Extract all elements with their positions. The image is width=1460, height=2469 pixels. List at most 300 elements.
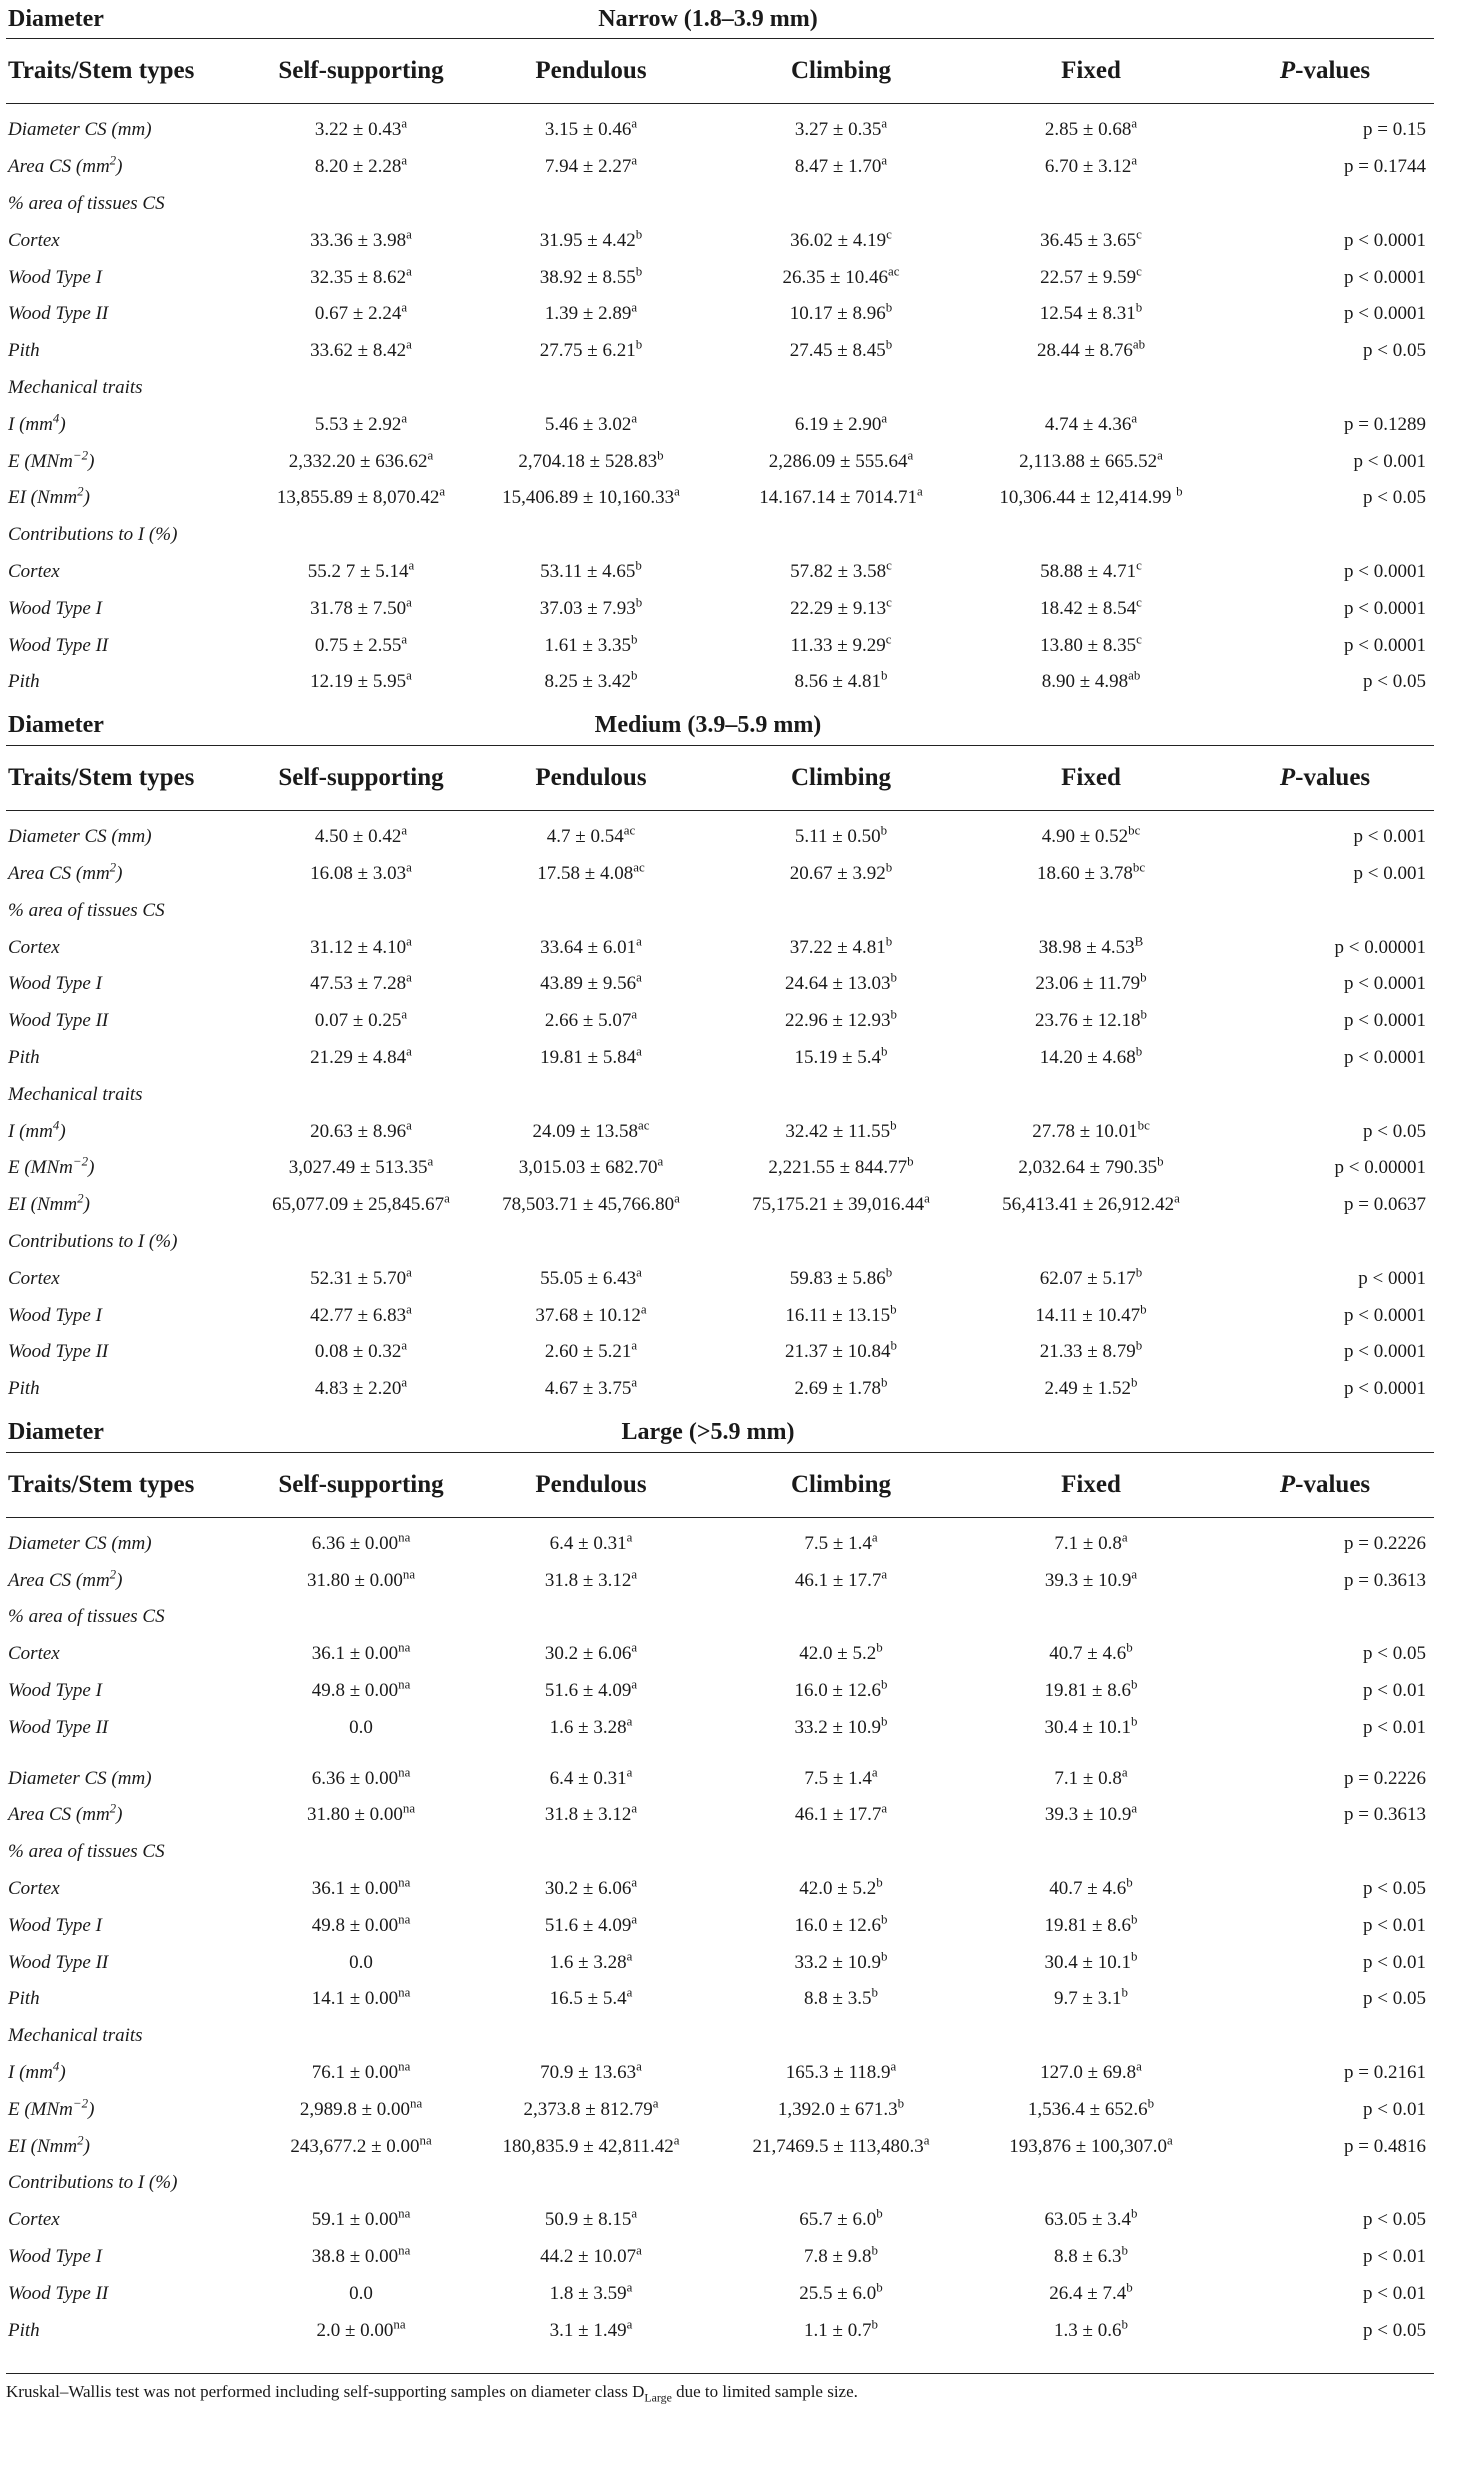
climbing-value [716,557,966,583]
mean-sd: 6.4 ± 0.31 [549,1532,627,1554]
mean-sd: 25.5 ± 6.0 [799,2282,877,2304]
significance-letter: a [631,152,638,168]
mean-sd: 44.2 ± 10.07 [540,2246,637,2268]
trait-label-text: E (MNm [8,2098,73,2120]
trait-label-text: Wood Type II [8,303,109,325]
pendulous-value [466,1985,716,2010]
mean-sd: 62.07 ± 5.17 [1039,1267,1136,1289]
trait-label-text: Wood Type I [8,2246,102,2268]
mean-sd: 10.17 ± 8.96 [789,303,886,325]
mean-sd: 21,7469.5 ± 113,480.3 [752,2135,924,2157]
significance-letter: B [1134,933,1144,949]
trait-label [6,671,256,693]
self-supporting-value [256,2316,466,2342]
significance-letter: ab [1128,668,1141,684]
table-row [6,1760,1434,1797]
significance-letter: a [626,2279,633,2295]
fixed-value [966,1153,1216,1179]
significance-letter: ac [887,263,900,279]
trait-label-superscript: −2 [72,1153,89,1169]
trait-label [6,937,256,959]
mean-sd: 16.0 ± 12.6 [794,1914,881,1936]
pendulous-value [466,263,716,289]
trait-label-text: Pith [8,2319,40,2341]
mean-sd: 43.89 ± 9.56 [540,973,637,995]
significance-letter: a [401,1337,408,1353]
trait-label [6,2283,256,2305]
climbing-value [716,410,966,436]
significance-letter: b [880,822,888,838]
significance-letter: a [674,484,680,500]
mean-sd: 42.77 ± 6.83 [310,1304,407,1326]
pendulous-value [466,2132,716,2158]
significance-letter: b [876,2279,883,2295]
self-supporting-value [256,1874,466,1900]
significance-letter: b [1140,1006,1147,1022]
climbing-value [716,2132,966,2158]
mean-sd: 51.6 ± 4.09 [544,1680,632,1702]
p-value: p < 0.0001 [1344,634,1426,656]
mean-sd: 5.11 ± 0.50 [794,826,881,848]
mean-sd: 19.81 ± 8.6 [1044,1680,1131,1702]
p-value: p = 0.2226 [1344,1767,1426,1789]
significance-letter: a [636,1043,642,1059]
trait-label-text: E (MNm [8,450,73,472]
pendulous-value [466,668,716,693]
significance-letter: a [890,2058,897,2074]
fixed-value [966,116,1216,141]
significance-letter: a [401,300,408,316]
p-value: p = 0.1289 [1344,413,1426,435]
mean-sd: 22.29 ± 9.13 [790,597,887,619]
trait-label-superscript: 2 [77,1190,84,1206]
diameter-class-heading [6,1414,1434,1452]
diameter-class-label: Narrow (1.8–3.9 mm) [598,5,818,32]
mean-sd: 30.4 ± 10.1 [1044,1716,1131,1738]
spacer [6,1518,1434,1526]
pendulous-value [466,2316,716,2342]
mean-sd: 6.19 ± 2.90 [794,413,882,435]
table-row [6,2055,1434,2092]
subheading-row [6,1224,1434,1261]
significance-letter: a [1121,1764,1128,1780]
mean-sd: 0.0 [349,1716,373,1738]
trait-label [6,152,256,178]
mean-sd: 8.47 ± 1.70 [794,156,882,178]
header-p-rest: -values [1295,1470,1371,1498]
fixed-value [966,2205,1216,2231]
significance-letter: b [890,1006,897,1022]
trait-label-tail: ) [83,2135,90,2157]
self-supporting-value [256,1529,466,1555]
p-value: p < 0.0001 [1344,229,1426,251]
significance-letter: c [885,631,892,647]
mean-sd: 51.6 ± 4.09 [544,1914,632,1936]
table-footnote [6,2373,1434,2405]
self-supporting-value [256,2205,466,2231]
mean-sd: 33.64 ± 6.01 [540,936,637,958]
header-traits: Traits/Stem types [8,1470,195,1498]
significance-letter: a [881,152,888,168]
fixed-value [966,557,1216,583]
significance-letter: b [1121,2316,1128,2332]
mean-sd: 2.66 ± 5.07 [544,1010,632,1032]
p-value: p < 0001 [1358,1267,1426,1289]
climbing-value [716,1301,966,1327]
significance-letter: a [427,447,434,463]
table-row [6,1871,1434,1908]
significance-letter: b [1121,2242,1128,2258]
self-supporting-value [256,336,466,362]
mean-sd: 30.4 ± 10.1 [1044,1951,1131,1973]
table-row [6,2239,1434,2276]
significance-letter: b [1126,1874,1133,1890]
trait-label-text: Mechanical traits [8,1083,143,1105]
trait-label-superscript: 2 [109,1801,117,1817]
significance-letter: na [398,1676,411,1692]
climbing-value [716,822,966,848]
mean-sd: 20.63 ± 8.96 [310,1120,407,1142]
subheading-row [6,1076,1434,1113]
pendulous-value [466,1043,716,1069]
significance-letter: a [871,1764,878,1780]
header-p-rest: -values [1295,763,1371,791]
trait-label [6,2058,256,2084]
trait-label-text: Cortex [8,560,60,582]
p-value: p < 0.0001 [1344,1046,1426,1068]
pendulous-value [466,1374,716,1400]
header-pendulous: Pendulous [535,763,647,791]
pendulous-value [466,336,716,362]
trait-label [6,1378,256,1400]
trait-label [6,524,256,546]
mean-sd: 8.90 ± 4.98 [1041,671,1129,693]
significance-letter: b [885,300,893,316]
p-value: p < 0.05 [1363,340,1426,362]
mean-sd: 4.90 ± 0.52 [1041,826,1129,848]
p-value: p < 0.0001 [1344,973,1426,995]
trait-label-text: Contributions to I (%) [8,524,178,546]
significance-letter: na [402,1801,416,1817]
trait-label-text: Wood Type I [8,1914,102,1936]
mean-sd: 1.8 ± 3.59 [549,2282,627,2304]
trait-label-tail: ) [116,156,123,178]
pendulous-value [466,631,716,657]
mean-sd: 36.45 ± 3.65 [1040,229,1137,251]
pendulous-value [466,2279,716,2305]
self-supporting-value [256,1717,466,1739]
significance-letter: a [401,822,408,838]
subheading-row [6,2018,1434,2055]
climbing-value [716,116,966,141]
mean-sd: 4.83 ± 2.20 [314,1378,402,1400]
climbing-value [716,1566,966,1592]
significance-letter: a [444,1190,450,1206]
mean-sd: 1.39 ± 2.89 [544,303,632,325]
mean-sd: 14.20 ± 4.68 [1039,1046,1136,1068]
significance-letter: a [636,2242,642,2258]
trait-label-text: Diameter CS (mm) [8,1532,152,1554]
trait-label-text: EI (Nmm [8,487,78,509]
trait-label [6,2095,256,2121]
self-supporting-value [256,1006,466,1032]
significance-letter: a [626,1985,633,2001]
mean-sd: 16.0 ± 12.6 [794,1680,881,1702]
fixed-value [966,859,1216,885]
significance-letter: a [1131,410,1138,426]
climbing-value [716,484,966,509]
trait-label-text: I (mm [8,2062,53,2084]
mean-sd: 31.80 ± 0.00 [306,1569,403,1591]
significance-letter: b [890,1337,897,1353]
subheading-row [6,2165,1434,2202]
significance-letter: ac [633,859,645,875]
mean-sd: 33.62 ± 8.42 [310,340,407,362]
significance-letter: ab [1132,336,1146,352]
table-row [6,333,1434,370]
trait-label [6,1988,256,2010]
self-supporting-value [256,668,466,693]
significance-letter: a [1121,1529,1128,1545]
mean-sd: 65.7 ± 6.0 [799,2209,877,2231]
significance-letter: a [406,1301,412,1317]
trait-label-text: Pith [8,1378,40,1400]
climbing-value [716,447,966,473]
table-row [6,296,1434,333]
significance-letter: a [401,152,408,168]
pendulous-value [466,1117,716,1143]
fixed-value [966,484,1216,509]
mean-sd: 31.78 ± 7.50 [310,597,407,619]
mean-sd: 14.1 ± 0.00 [311,1988,399,2010]
self-supporting-value [256,1985,466,2010]
significance-letter: b [1126,2279,1133,2295]
p-value: p < 0.0001 [1344,1304,1426,1326]
header-traits: Traits/Stem types [8,57,195,84]
trait-label [6,1606,256,1628]
footnote-tail: due to limited sample size. [671,2382,858,2402]
header-traits: Traits/Stem types [8,763,195,791]
mean-sd: 18.60 ± 3.78 [1036,862,1133,884]
mean-sd: 30.2 ± 6.06 [544,1878,632,1900]
mean-sd: 15.19 ± 5.4 [794,1046,881,1068]
table-row [6,1944,1434,1981]
trait-label [6,1305,256,1327]
climbing-value [716,1911,966,1937]
trait-label-text: Area CS (mm [8,862,110,884]
mean-sd: 11.33 ± 9.29 [790,634,886,656]
header-climbing: Climbing [790,1470,892,1498]
pendulous-value [466,1337,716,1363]
diameter-class-heading [6,0,1434,38]
significance-letter: a [406,859,412,875]
mean-sd: 16.5 ± 5.4 [549,1988,627,2010]
significance-letter: b [871,2242,878,2258]
trait-label [6,598,256,620]
mean-sd: 63.05 ± 3.4 [1044,2209,1131,2231]
climbing-value [716,1043,966,1069]
table-row [6,1187,1434,1224]
mean-sd: 1,536.4 ± 652.6 [1027,2098,1148,2120]
table-row [6,2128,1434,2165]
significance-letter: a [631,1676,638,1692]
mean-sd: 23.06 ± 11.79 [1035,973,1141,995]
trait-label-text: Wood Type I [8,1304,102,1326]
self-supporting-value [256,1676,466,1702]
pendulous-value [466,1006,716,1032]
trait-label [6,561,256,583]
table-row [6,2275,1434,2312]
trait-label-text: % area of tissues CS [8,899,165,921]
significance-letter: a [881,410,888,426]
significance-letter: a [626,2316,633,2332]
pendulous-value [466,822,716,848]
climbing-value [716,1006,966,1032]
climbing-value [716,263,966,289]
pendulous-value [466,447,716,473]
mean-sd: 39.3 ± 10.9 [1044,1804,1132,1826]
fixed-value [966,1190,1216,1216]
subheading-row [6,186,1434,223]
self-supporting-value [256,2058,466,2084]
pendulous-value [466,116,716,141]
significance-letter: b [885,859,893,875]
fixed-value [966,1374,1216,1400]
fixed-value [966,2316,1216,2342]
trait-label [6,1952,256,1974]
table-row [6,819,1434,856]
fixed-value [966,631,1216,657]
mean-sd: 49.8 ± 0.00 [311,1914,399,1936]
mean-sd: 3.15 ± 0.46 [544,119,632,141]
self-supporting-value [256,970,466,995]
significance-letter: a [406,336,412,352]
significance-letter: b [1126,1639,1133,1655]
significance-letter: a [631,1374,638,1390]
significance-letter: na [398,1874,411,1890]
mean-sd: 1.1 ± 0.7 [804,2319,872,2341]
table-row [6,1797,1434,1834]
climbing-value [716,1948,966,1974]
diameter-class-heading [6,707,1434,745]
mean-sd: 19.81 ± 5.84 [540,1046,637,1068]
trait-label-text: % area of tissues CS [8,1606,165,1628]
mean-sd: 70.9 ± 13.63 [540,2062,637,2084]
mean-sd: 2.60 ± 5.21 [544,1341,632,1363]
trait-label [6,635,256,657]
trait-label [6,900,256,922]
mean-sd: 31.12 ± 4.10 [310,936,407,958]
self-supporting-value [256,1153,466,1179]
fixed-value [966,410,1216,436]
mean-sd: 56,413.41 ± 26,912.42 [1002,1194,1175,1216]
trait-label-tail: ) [116,1804,123,1826]
table-row [6,1636,1434,1673]
p-value: p < 0.001 [1353,450,1426,472]
climbing-value [716,1529,966,1555]
fixed-value [966,970,1216,995]
diameter-label: Diameter [8,5,104,32]
mean-sd: 18.42 ± 8.54 [1040,597,1137,619]
mean-sd: 3.22 ± 0.43 [314,119,402,141]
climbing-value [716,1117,966,1143]
mean-sd: 1.3 ± 0.6 [1054,2319,1122,2341]
header-pendulous: Pendulous [535,57,647,84]
table-row [6,2312,1434,2349]
trait-label-text: Pith [8,671,40,693]
fixed-value [966,1337,1216,1363]
p-value: p = 0.2161 [1344,2062,1426,2084]
self-supporting-value [256,1043,466,1069]
significance-letter: a [916,484,923,500]
significance-letter: a [631,116,638,132]
trait-label [6,1153,256,1179]
climbing-value [716,1764,966,1790]
mean-sd: 6.4 ± 0.31 [549,1767,627,1789]
mean-sd: 6.36 ± 0.00 [311,1532,399,1554]
table-row [6,1709,1434,1746]
mean-sd: 7.1 ± 0.8 [1054,1532,1122,1554]
significance-letter: a [406,1043,412,1059]
table-row [6,1040,1434,1077]
mean-sd: 27.78 ± 10.01 [1032,1120,1138,1142]
trait-label-text: Cortex [8,1878,60,1900]
climbing-value [716,1985,966,2010]
significance-letter: b [635,336,643,352]
significance-letter: bc [1137,1117,1150,1133]
mean-sd: 14.167.14 ± 7014.71 [759,487,917,509]
trait-label-text: % area of tissues CS [8,1841,165,1863]
mean-sd: 22.96 ± 12.93 [785,1010,891,1032]
significance-letter: ac [623,822,636,838]
mean-sd: 19.81 ± 8.6 [1044,1914,1131,1936]
climbing-value [716,1337,966,1363]
p-value: p < 0.0001 [1344,560,1426,582]
significance-letter: b [1130,1374,1138,1390]
mean-sd: 24.09 ± 13.58 [532,1120,638,1142]
mean-sd: 20.67 ± 3.92 [789,862,886,884]
mean-sd: 243,677.2 ± 0.00 [290,2135,420,2157]
header-p-rest: -values [1295,57,1371,84]
mean-sd: 36.02 ± 4.19 [790,229,887,251]
pendulous-value [466,410,716,436]
mean-sd: 165.3 ± 118.9 [785,2062,891,2084]
mean-sd: 1.6 ± 3.28 [549,1951,627,1973]
climbing-value [716,1801,966,1826]
mean-sd: 78,503.71 ± 45,766.80 [502,1194,675,1216]
fixed-value [966,668,1216,693]
header-p-values [1216,1471,1434,1499]
significance-letter: na [398,2205,411,2221]
climbing-value [716,152,966,178]
mean-sd: 2.85 ± 0.68 [1044,119,1132,141]
significance-letter: na [402,1566,416,1582]
diameter-class-label: Medium (3.9–5.9 mm) [594,712,822,739]
trait-label [6,1268,256,1290]
significance-letter: b [1176,484,1183,500]
climbing-value [716,970,966,995]
data-table [6,0,1434,2405]
significance-letter: a [401,410,408,426]
climbing-value [716,668,966,693]
mean-sd: 47.53 ± 7.28 [310,973,407,995]
fixed-value [966,152,1216,178]
self-supporting-value [256,226,466,252]
mean-sd: 46.1 ± 17.7 [794,1569,882,1591]
pendulous-value [466,1301,716,1327]
pendulous-value [466,2095,716,2121]
trait-label [6,1533,256,1555]
